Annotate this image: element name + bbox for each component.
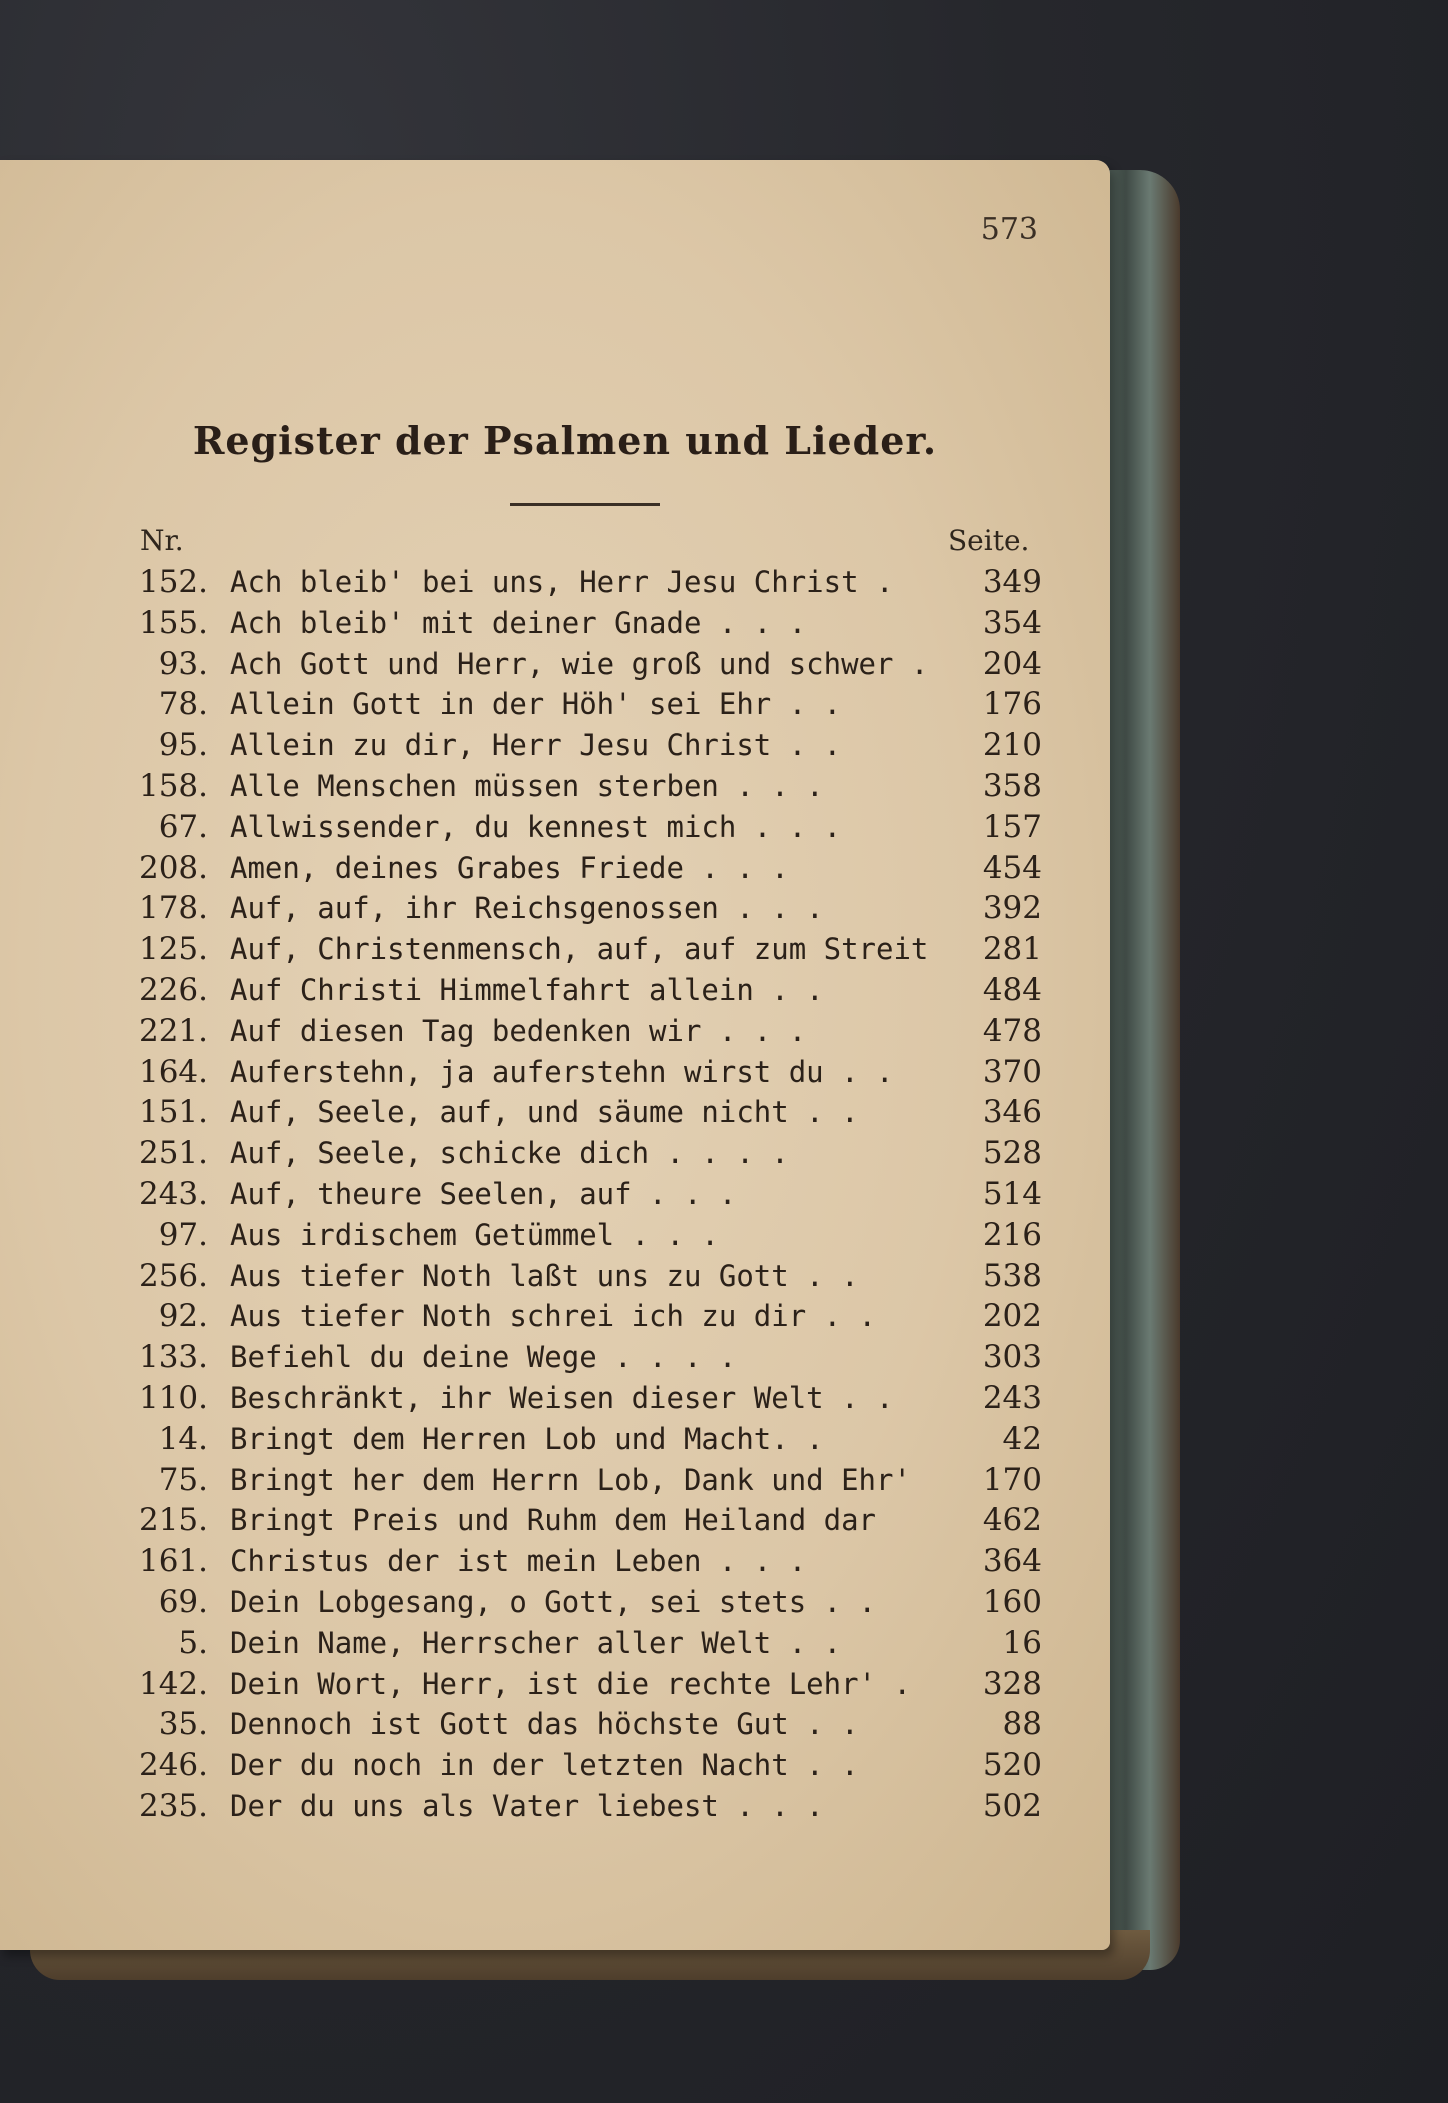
entry-number: 95. [158,727,208,764]
list-item [130,1419,1050,1460]
entry-title: Alle Menschen müssen sterben . . . [230,768,824,803]
column-label-nr: Nr. [140,524,184,557]
entry-page: 202 [982,1298,1042,1335]
entry-title: Dein Wort, Herr, ist die rechte Lehr' . [230,1666,911,1701]
entry-number: 14. [158,1420,208,1457]
list-item [130,1664,1050,1705]
entry-page: 514 [982,1175,1042,1212]
entry-page: 243 [982,1379,1042,1416]
entry-number: 69. [158,1583,208,1620]
entry-title: Aus irdischem Getümmel . . . [230,1217,719,1252]
entry-page: 349 [982,564,1042,600]
page-number: 573 [980,212,1038,247]
entry-number: 93. [158,645,208,682]
entry-number: 75. [158,1461,208,1498]
entry-number: 243. [138,1175,208,1212]
entry-title: Auf, Seele, schicke dich . . . . [230,1136,789,1171]
entry-page: 502 [982,1787,1042,1824]
list-item [130,807,1050,848]
list-item [130,1500,1050,1541]
entry-title: Der du uns als Vater liebest . . . [230,1788,824,1823]
entry-page: 216 [982,1216,1042,1253]
entry-number: 5. [178,1624,208,1661]
list-item [130,1011,1050,1052]
entry-title: Aus tiefer Noth laßt uns zu Gott . . [230,1258,859,1293]
list-item [130,888,1050,929]
list-item [130,603,1050,644]
entry-number: 208. [138,849,208,886]
list-item [130,1786,1050,1827]
entry-title: Bringt Preis und Ruhm dem Heiland dar [230,1503,877,1538]
entry-number: 155. [138,604,208,641]
title-rule [510,503,660,506]
entry-title: Auf, theure Seelen, auf . . . [230,1176,737,1211]
entry-page: 88 [1002,1706,1042,1743]
entry-page: 204 [982,645,1042,682]
entry-number: 251. [138,1135,208,1172]
entry-title: Allwissender, du kennest mich . . . [230,809,842,844]
entry-page: 281 [982,931,1042,968]
list-item [130,725,1050,766]
list-item [130,970,1050,1011]
entry-title: Befiehl du deine Wege . . . . [230,1340,737,1375]
entry-number: 97. [158,1216,208,1253]
entry-number: 125. [138,931,208,968]
entry-page: 454 [982,849,1042,886]
entry-title: Auf Christi Himmelfahrt allein . . [230,972,824,1007]
entry-page: 42 [1002,1420,1042,1457]
entry-number: 35. [158,1706,208,1743]
list-item [130,1296,1050,1337]
entry-number: 221. [138,1012,208,1049]
entry-title: Christus der ist mein Leben . . . [230,1544,807,1579]
entry-title: Ach bleib' bei uns, Herr Jesu Christ . [230,565,894,599]
entry-page: 170 [982,1461,1042,1498]
entry-page: 210 [982,727,1042,764]
entry-page: 478 [982,1012,1042,1049]
entry-number: 246. [138,1747,208,1784]
entry-page: 157 [982,808,1042,845]
entry-title: Bringt her dem Herrn Lob, Dank und Ehr' [230,1462,911,1497]
entry-number: 110. [138,1379,208,1416]
entry-title: Aus tiefer Noth schrei ich zu dir . . [230,1299,877,1334]
entry-title: Auf, auf, ihr Reichsgenossen . . . [230,891,824,926]
entry-page: 370 [982,1053,1042,1090]
entry-page: 303 [982,1339,1042,1376]
list-item [130,1460,1050,1501]
entry-page: 328 [982,1665,1042,1702]
entry-page: 364 [982,1543,1042,1580]
list-item [130,684,1050,725]
entry-number: 226. [138,971,208,1008]
list-item [130,1215,1050,1256]
list-item [130,1092,1050,1133]
list-item [130,1052,1050,1093]
entry-page: 160 [982,1583,1042,1620]
entry-title: Auf diesen Tag bedenken wir . . . [230,1013,807,1048]
list-item [130,929,1050,970]
entry-page: 392 [982,890,1042,927]
list-item [130,562,1050,603]
entry-number: 92. [158,1298,208,1335]
entry-title: Dennoch ist Gott das höchste Gut . . [230,1707,859,1742]
entry-page: 176 [982,686,1042,723]
entry-number: 215. [138,1502,208,1539]
list-item [130,1623,1050,1664]
entry-title: Der du noch in der letzten Nacht . . [230,1748,859,1783]
list-item [130,766,1050,807]
entry-title: Amen, deines Grabes Friede . . . [230,850,789,885]
list-item [130,1133,1050,1174]
entry-title: Ach bleib' mit deiner Gnade . . . [230,605,807,640]
entry-number: 142. [138,1665,208,1702]
page-title: Register der Psalmen und Lieder. [192,418,938,463]
entry-page: 358 [982,767,1042,804]
entry-number: 256. [138,1257,208,1294]
list-item [130,644,1050,685]
entry-page: 484 [982,971,1042,1008]
entry-title: Auf, Christenmensch, auf, auf zum Streit [230,932,929,967]
entry-number: 161. [138,1543,208,1580]
list-item [130,1582,1050,1623]
entry-title: Beschränkt, ihr Weisen dieser Welt . . [230,1380,894,1415]
entry-number: 151. [138,1094,208,1131]
entry-page: 16 [1002,1624,1042,1661]
list-item [130,1541,1050,1582]
entry-number: 67. [158,808,208,845]
column-label-seite: Seite. [948,524,1030,557]
entry-number: 152. [138,564,208,600]
index-list [130,562,1050,1827]
entry-title: Auf, Seele, auf, und säume nicht . . [230,1095,859,1130]
list-item [130,1704,1050,1745]
entry-title: Bringt dem Herren Lob und Macht. . [230,1421,824,1456]
entry-page: 462 [982,1502,1042,1539]
entry-title: Ach Gott und Herr, wie groß und schwer . [230,646,929,681]
entry-number: 158. [138,767,208,804]
entry-title: Allein Gott in der Höh' sei Ehr . . [230,687,842,722]
entry-number: 78. [158,686,208,723]
list-item [130,1378,1050,1419]
entry-title: Auferstehn, ja auferstehn wirst du . . [230,1054,894,1089]
entry-title: Dein Name, Herrscher aller Welt . . [230,1625,842,1660]
entry-number: 164. [138,1053,208,1090]
entry-page: 528 [982,1135,1042,1172]
entry-title: Allein zu dir, Herr Jesu Christ . . [230,728,842,763]
list-item [130,1174,1050,1215]
entry-title: Dein Lobgesang, o Gott, sei stets . . [230,1584,877,1619]
entry-number: 178. [138,890,208,927]
list-item [130,1745,1050,1786]
entry-number: 235. [138,1787,208,1824]
entry-page: 538 [982,1257,1042,1294]
list-item [130,1256,1050,1297]
entry-page: 354 [982,604,1042,641]
list-item [130,1337,1050,1378]
entry-page: 346 [982,1094,1042,1131]
entry-number: 133. [138,1339,208,1376]
entry-page: 520 [982,1747,1042,1784]
list-item [130,848,1050,889]
